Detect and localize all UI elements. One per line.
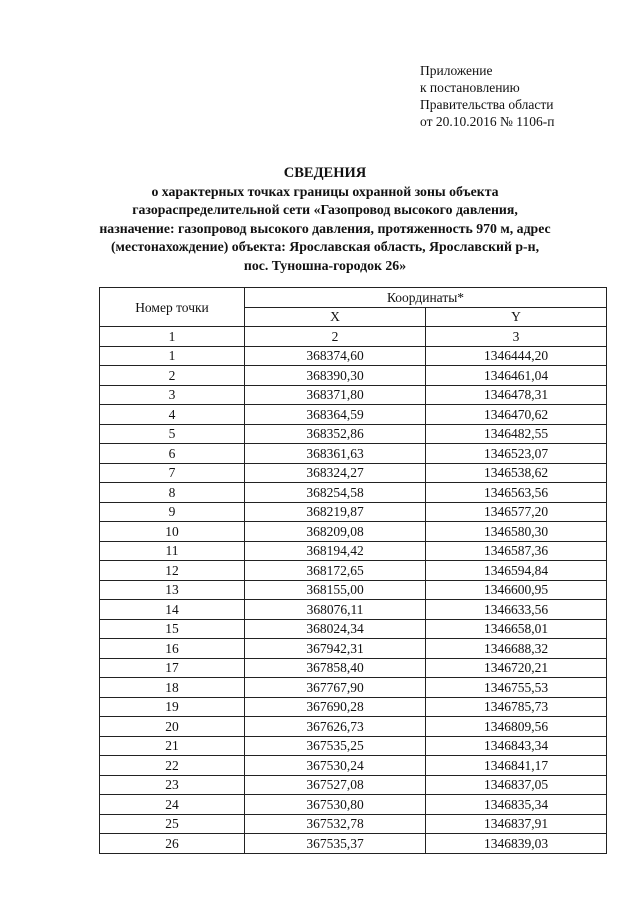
coord-y-cell: 1346482,55: [426, 424, 607, 444]
coord-y-cell: 1346563,56: [426, 483, 607, 503]
coord-y-cell: 1346470,62: [426, 405, 607, 425]
point-number-cell: 5: [100, 424, 245, 444]
coord-y-cell: 1346478,31: [426, 385, 607, 405]
appendix-line: к постановлению: [420, 80, 520, 95]
header-x: X: [245, 307, 426, 327]
coord-x-cell: 367858,40: [245, 658, 426, 678]
coord-y-cell: 1346461,04: [426, 366, 607, 386]
table-row: [100, 366, 607, 386]
coord-y-cell: 1346688,32: [426, 639, 607, 659]
coord-y-cell: 1346538,62: [426, 463, 607, 483]
table-row: [100, 405, 607, 425]
coord-y-cell: 1346580,30: [426, 522, 607, 542]
point-number-cell: 11: [100, 541, 245, 561]
coord-y-cell: 1346444,20: [426, 346, 607, 366]
point-number-cell: 10: [100, 522, 245, 542]
coord-x-cell: 368194,42: [245, 541, 426, 561]
coord-x-cell: 368324,27: [245, 463, 426, 483]
coord-y-cell: 1346523,07: [426, 444, 607, 464]
table-header-row: [100, 288, 607, 308]
point-number-cell: 22: [100, 756, 245, 776]
point-number-cell: 7: [100, 463, 245, 483]
heading-line: пос. Туношна-городок 26»: [243, 257, 407, 273]
table-row: [100, 658, 607, 678]
table-row: [100, 639, 607, 659]
coord-x-cell: 368361,63: [245, 444, 426, 464]
coord-x-cell: 367767,90: [245, 678, 426, 698]
coord-x-cell: 368371,80: [245, 385, 426, 405]
coord-x-cell: 367530,24: [245, 756, 426, 776]
coordinates-table: [99, 287, 607, 854]
coord-x-cell: 368390,30: [245, 366, 426, 386]
table-row: [100, 678, 607, 698]
point-number-cell: 17: [100, 658, 245, 678]
table-row: [100, 619, 607, 639]
table-row: [100, 814, 607, 834]
coord-x-cell: 368209,08: [245, 522, 426, 542]
coord-x-cell: 368374,60: [245, 346, 426, 366]
table-row: [100, 541, 607, 561]
coord-y-cell: 1346837,91: [426, 814, 607, 834]
heading-line: (местонахождение) объекта: Ярославская область, Ярославский р-н,: [110, 239, 540, 254]
coord-x-cell: 367942,31: [245, 639, 426, 659]
table-row: [100, 736, 607, 756]
point-number-cell: 14: [100, 600, 245, 620]
point-number-cell: 20: [100, 717, 245, 737]
coordinates-table-body: [100, 288, 607, 854]
table-row: [100, 795, 607, 815]
document-title: СВЕДЕНИЯ: [283, 165, 367, 181]
coord-x-cell: 367535,25: [245, 736, 426, 756]
coord-y-cell: 1346835,34: [426, 795, 607, 815]
coord-y-cell: 1346658,01: [426, 619, 607, 639]
coord-y-cell: 1346785,73: [426, 697, 607, 717]
point-number-cell: 26: [100, 834, 245, 854]
coord-y-cell: 1346837,05: [426, 775, 607, 795]
column-number: 2: [245, 327, 426, 347]
appendix-block: [420, 62, 554, 130]
point-number-cell: 2: [100, 366, 245, 386]
point-number-cell: 15: [100, 619, 245, 639]
column-number: 1: [100, 327, 245, 347]
appendix-line: Правительства области: [420, 97, 554, 112]
table-row: [100, 502, 607, 522]
header-y: Y: [426, 307, 607, 327]
coord-x-cell: 367530,80: [245, 795, 426, 815]
coord-y-cell: 1346720,21: [426, 658, 607, 678]
coord-y-cell: 1346843,34: [426, 736, 607, 756]
table-row: [100, 697, 607, 717]
coord-x-cell: 368076,11: [245, 600, 426, 620]
coord-x-cell: 368364,59: [245, 405, 426, 425]
coord-x-cell: 367690,28: [245, 697, 426, 717]
coord-y-cell: 1346633,56: [426, 600, 607, 620]
table-row: [100, 385, 607, 405]
appendix-line: Приложение: [420, 63, 493, 78]
table-row: [100, 483, 607, 503]
coord-y-cell: 1346577,20: [426, 502, 607, 522]
coord-x-cell: 367626,73: [245, 717, 426, 737]
table-row: [100, 775, 607, 795]
coord-x-cell: 368024,34: [245, 619, 426, 639]
point-number-cell: 13: [100, 580, 245, 600]
point-number-cell: 1: [100, 346, 245, 366]
table-row: [100, 756, 607, 776]
point-number-cell: 23: [100, 775, 245, 795]
table-row: [100, 463, 607, 483]
coord-x-cell: 368219,87: [245, 502, 426, 522]
coord-y-cell: 1346755,53: [426, 678, 607, 698]
coord-y-cell: 1346841,17: [426, 756, 607, 776]
coord-y-cell: 1346594,84: [426, 561, 607, 581]
coord-y-cell: 1346839,03: [426, 834, 607, 854]
appendix-line: от 20.10.2016 № 1106-п: [420, 114, 555, 129]
table-row: [100, 346, 607, 366]
point-number-cell: 9: [100, 502, 245, 522]
coord-x-cell: 368155,00: [245, 580, 426, 600]
point-number-cell: 16: [100, 639, 245, 659]
table-row: [100, 600, 607, 620]
point-number-cell: 18: [100, 678, 245, 698]
point-number-cell: 12: [100, 561, 245, 581]
coord-y-cell: 1346587,36: [426, 541, 607, 561]
table-row: [100, 522, 607, 542]
coord-x-cell: 368254,58: [245, 483, 426, 503]
table-row: [100, 444, 607, 464]
coord-x-cell: 367532,78: [245, 814, 426, 834]
header-point-number: Номер точки: [100, 288, 245, 327]
point-number-cell: 24: [100, 795, 245, 815]
point-number-cell: 4: [100, 405, 245, 425]
coord-x-cell: 368172,65: [245, 561, 426, 581]
point-number-cell: 25: [100, 814, 245, 834]
heading-line: назначение: газопровод высокого давления, протяженность 970 м, адрес: [99, 220, 551, 236]
coord-x-cell: 367535,37: [245, 834, 426, 854]
heading-line: газораспределительной сети «Газопровод высокого давления,: [132, 202, 518, 217]
point-number-cell: 8: [100, 483, 245, 503]
table-row: [100, 561, 607, 581]
coord-x-cell: 368352,86: [245, 424, 426, 444]
point-number-cell: 3: [100, 385, 245, 405]
table-row: [100, 580, 607, 600]
table-row: [100, 424, 607, 444]
heading-line: о характерных точках границы охранной зоны объекта: [151, 183, 499, 199]
column-number: 3: [426, 327, 607, 347]
header-coordinates: Координаты*: [245, 288, 607, 308]
point-number-cell: 6: [100, 444, 245, 464]
coord-y-cell: 1346600,95: [426, 580, 607, 600]
table-column-number-row: [100, 327, 607, 347]
document-heading: [80, 164, 570, 275]
point-number-cell: 19: [100, 697, 245, 717]
point-number-cell: 21: [100, 736, 245, 756]
coord-y-cell: 1346809,56: [426, 717, 607, 737]
coord-x-cell: 367527,08: [245, 775, 426, 795]
table-row: [100, 717, 607, 737]
table-row: [100, 834, 607, 854]
